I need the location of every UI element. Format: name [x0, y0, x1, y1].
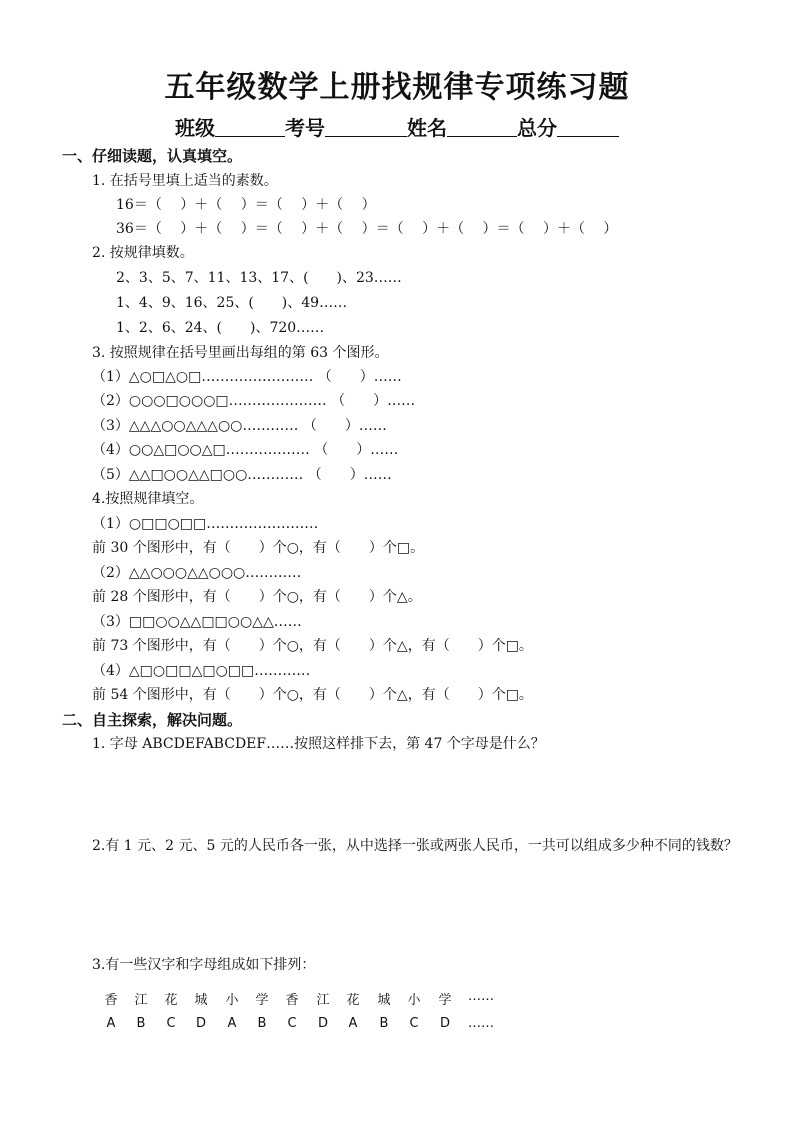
pattern-cell: B [257, 1016, 267, 1031]
name-blank[interactable] [447, 116, 517, 137]
class-label: 班级 [175, 116, 215, 140]
pattern-cell: B [136, 1016, 146, 1031]
q1-prompt: 1. 在括号里填上适当的素数。 [92, 173, 278, 189]
pattern-cell: D [317, 1016, 328, 1031]
pattern-cell: D [195, 1016, 206, 1031]
q4-line-2: 前 30 个图形中，有（ ）个○，有（ ）个□。 [92, 540, 425, 556]
exam-no-label: 考号 [285, 116, 325, 140]
pattern-cell-ellipsis: …… [468, 989, 494, 1004]
s2-q3-prompt: 3.有一些汉字和字母组成如下排列： [92, 957, 316, 973]
q4-line-5: （3）□□○○△△□□○○△△…… [92, 614, 302, 630]
pattern-cell: A [106, 1016, 116, 1031]
q2-line-1: 2、3、5、7、11、13、17、( )、23…… [116, 270, 402, 286]
q3-prompt: 3. 按照规律在括号里画出每组的第 63 个图形。 [92, 345, 389, 361]
score-label: 总分 [517, 116, 557, 140]
pattern-cell: 香 [285, 993, 299, 1008]
q4-line-3: （2）△△○○○△△○○○………… [92, 565, 302, 581]
q2-line-2: 1、4、9、16、25、( )、49…… [116, 295, 348, 311]
pattern-cell: 城 [377, 993, 391, 1008]
pattern-cell: D [439, 1016, 450, 1031]
pattern-cell: 江 [316, 993, 330, 1008]
q1-line-1: 16＝（ ）＋（ ）＝（ ）＋（ ） [116, 197, 376, 213]
q3-line-2: （2）○○○□○○○□………………… （ ）…… [92, 393, 416, 409]
section2-heading: 二、自主探索，解决问题。 [62, 711, 243, 729]
q2-line-3: 1、2、6、24、( )、720…… [116, 320, 325, 336]
student-info-line [0, 112, 794, 141]
q4-line-1: （1）○□□○□□…………………… [92, 516, 319, 532]
pattern-cell: A [227, 1016, 237, 1031]
q2-prompt: 2. 按规律填数。 [92, 245, 194, 261]
pattern-cell: 花 [164, 993, 178, 1008]
pattern-cell: C [409, 1016, 419, 1031]
pattern-cell: 香 [104, 993, 118, 1008]
q4-prompt: 4.按照规律填空。 [92, 491, 204, 507]
q4-line-6: 前 73 个图形中，有（ ）个○，有（ ）个△，有（ ）个□。 [92, 638, 533, 654]
pattern-cell: C [166, 1016, 176, 1031]
pattern-cell: 城 [194, 993, 208, 1008]
pattern-cell-ellipsis: …… [468, 1016, 494, 1031]
pattern-cell: 学 [438, 993, 452, 1008]
q3-line-5: （5）△△□○○△△□○○………… （ ）…… [92, 467, 392, 483]
pattern-cell: A [348, 1016, 358, 1031]
q3-line-3: （3）△△△○○△△△○○………… （ ）…… [92, 418, 387, 434]
s2-q2: 2.有 1 元、2 元、5 元的人民币各一张，从中选择一张或两张人民币，一共可以组成多少种不同的钱数？ [92, 838, 738, 854]
exam-no-blank[interactable] [325, 116, 407, 137]
pattern-cell: 江 [134, 993, 148, 1008]
pattern-cell: C [287, 1016, 297, 1031]
q4-line-8: 前 54 个图形中，有（ ）个○，有（ ）个△，有（ ）个□。 [92, 687, 533, 703]
score-blank[interactable] [557, 116, 619, 137]
q4-line-4: 前 28 个图形中，有（ ）个○，有（ ）个△。 [92, 589, 422, 605]
pattern-cell: 花 [346, 993, 360, 1008]
pattern-cell: 学 [255, 993, 269, 1008]
section1-heading: 一、仔细读题，认真填空。 [62, 147, 243, 165]
q3-line-1: （1）△○□△○□…………………… （ ）…… [92, 369, 402, 385]
pattern-cell: 小 [225, 993, 239, 1008]
pattern-cell: 小 [407, 993, 421, 1008]
name-label: 姓名 [407, 116, 447, 140]
q3-line-4: （4）○○△□○○△□……………… （ ）…… [92, 442, 399, 458]
page-title: 五年级数学上册找规律专项练习题 [164, 70, 630, 105]
q1-line-2: 36＝（ ）＋（ ）＝（ ）＋（ ）＝（ ）＋（ ）＝（ ）＋（ ） [116, 221, 618, 237]
q4-line-7: （4）△□○□□△□○□□………… [92, 663, 311, 679]
s2-q1: 1. 字母 ABCDEFABCDEF……按照这样排下去，第 47 个字母是什么？ [92, 736, 545, 752]
pattern-cell: B [379, 1016, 389, 1031]
class-blank[interactable] [215, 116, 285, 137]
